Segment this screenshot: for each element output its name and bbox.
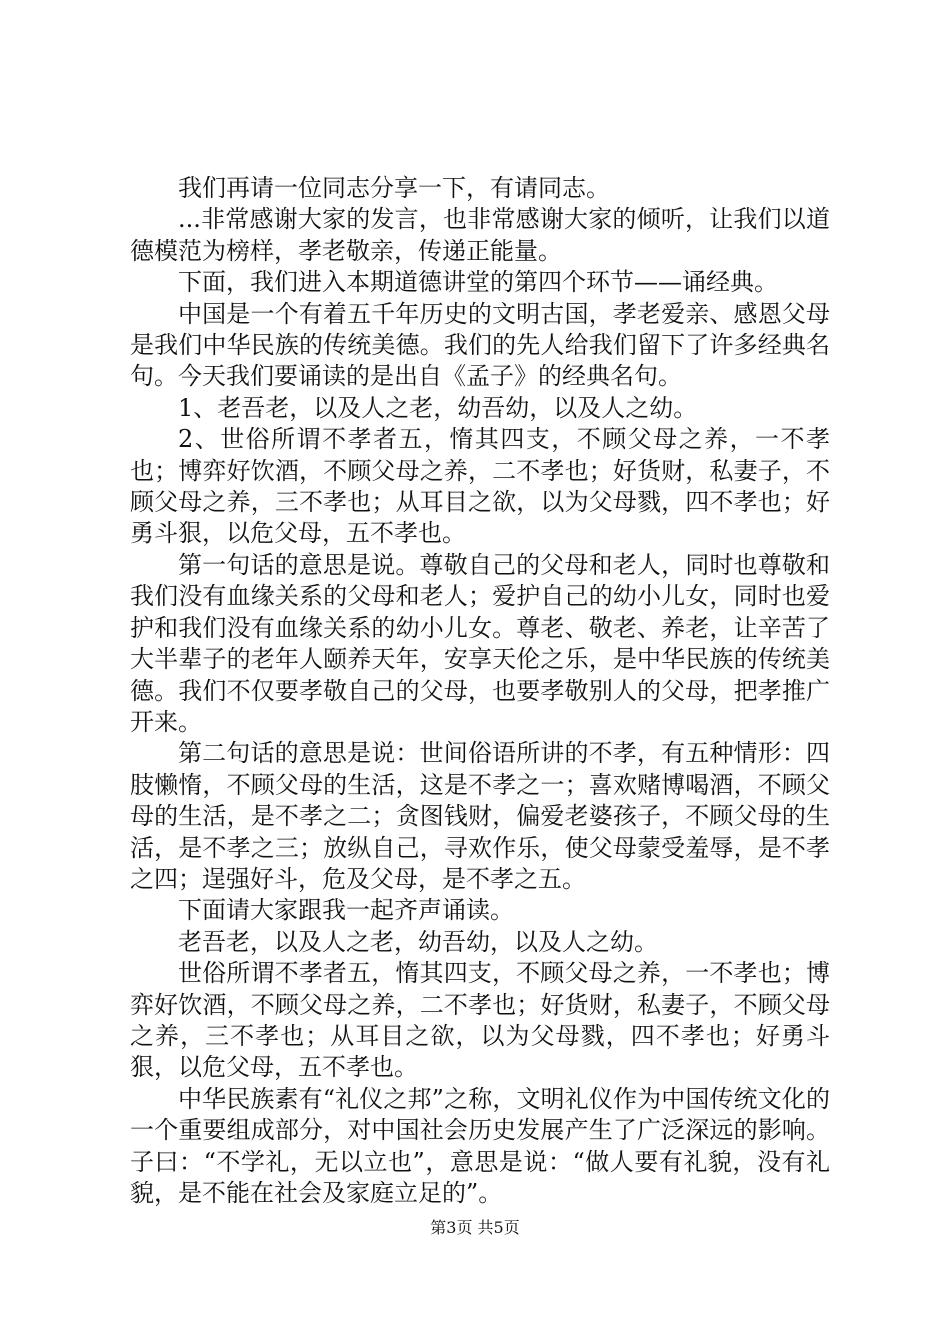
paragraph: 世俗所谓不孝者五，惰其四支，不顾父母之养，一不孝也；博弈好饮酒，不顾父母之养，二不孝也；好货财，私妻子，不顾父母之养，三不孝也；从耳目之欲，以为父母戮，四不孝也；好勇斗狠，以危父母，五不孝也。 bbox=[130, 959, 830, 1082]
page-number-footer: 第3页 共5页 bbox=[430, 1218, 520, 1237]
paragraph: 我们再请一位同志分享一下，有请同志。 bbox=[178, 174, 610, 202]
paragraph: 第一句话的意思是说。尊敬自己的父母和老人，同时也尊敬和我们没有血缘关系的父母和老人；爱护自己的幼小儿女，同时也爱护和我们没有血缘关系的幼小儿女。尊老、敬老、养老，让辛苦了大半辈子的老年人颐养天年，安享天伦之乐，是中华民族的传统美德。我们不仅要孝敬自己的父母，也要孝敬别人的父母，把孝推广开来。 bbox=[130, 550, 830, 736]
paragraph: 下面，我们进入本期道德讲堂的第四个环节——诵经典。 bbox=[178, 268, 778, 297]
paragraph: 老吾老，以及人之老，幼吾幼，以及人之幼。 bbox=[178, 927, 658, 956]
paragraph: 第二句话的意思是说：世间俗语所讲的不孝，有五种情形：四肢懒惰，不顾父母的生活，这是不孝之一；喜欢赌博喝酒，不顾父母的生活，是不孝之二；贪图钱财，偏爱老婆孩子，不顾父母的生活，是不孝之三；放纵自己，寻欢作乐，使父母蒙受羞辱，是不孝之四；逞强好斗，危及父母，是不孝之五。 bbox=[130, 739, 830, 893]
document-body bbox=[130, 173, 830, 1209]
paragraph: 2、世俗所谓不孝者五，惰其四支，不顾父母之养，一不孝也；博弈好饮酒，不顾父母之养，二不孝也；好货财，私妻子，不顾父母之养，三不孝也；从耳目之欲，以为父母戮，四不孝也；好勇斗狠，以危父母，五不孝也。 bbox=[130, 425, 830, 548]
paragraph: ...非常感谢大家的发言，也非常感谢大家的倾听，让我们以道德模范为榜样，孝老敬亲，传递正能量。 bbox=[130, 205, 830, 265]
paragraph: 1、老吾老，以及人之老，幼吾幼，以及人之幼。 bbox=[178, 393, 698, 422]
paragraph: 下面请大家跟我一起齐声诵读。 bbox=[178, 896, 514, 925]
paragraph: 中华民族素有“礼仪之邦”之称，文明礼仪作为中国传统文化的一个重要组成部分，对中国社会历史发展产生了广泛深远的影响。子曰：“不学礼，无以立也”，意思是说：“做人要有礼貌，没有礼貌，是不能在社会及家庭立足的”。 bbox=[130, 1084, 830, 1207]
paragraph: 中国是一个有着五千年历史的文明古国，孝老爱亲、感恩父母是我们中华民族的传统美德。我们的先人给我们留下了许多经典名句。今天我们要诵读的是出自《孟子》的经典名句。 bbox=[130, 299, 830, 391]
